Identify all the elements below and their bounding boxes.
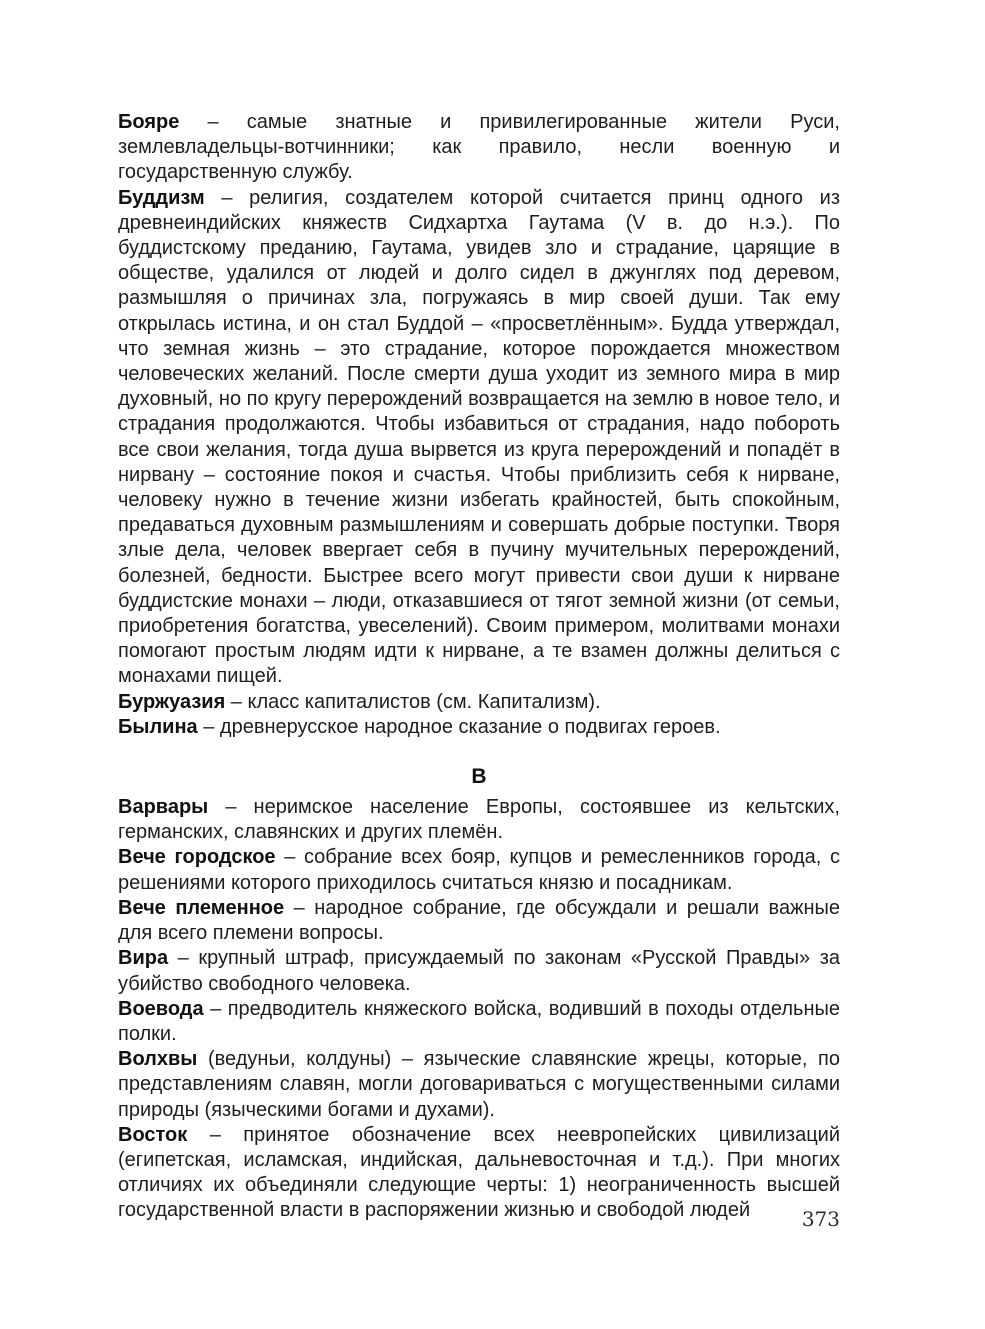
glossary-entry-varvary (118, 795, 840, 845)
glossary-entry-volkhvy (118, 1047, 840, 1123)
entry-term: Вече городское (118, 846, 276, 869)
glossary-entry-voevoda (118, 997, 840, 1047)
entry-term: Былина (118, 715, 198, 738)
section-letter-heading: В (471, 765, 487, 789)
glossary-entry-vostok (118, 1123, 840, 1224)
glossary-entry-burzhuaziya (118, 690, 840, 715)
entry-term: Буддизм (118, 186, 205, 209)
entry-definition: – самые знатные и привилегированные жители Руси, землевладельцы-вотчинники; как правило, несли военную и государственную службу. (118, 111, 840, 184)
entry-definition: – народное собрание, где обсуждали и решали важные для всего племени вопросы. (118, 896, 840, 945)
glossary-entry-buddizm (118, 186, 840, 690)
glossary-entry-bylina (118, 715, 840, 740)
entry-term: Буржуазия (118, 690, 226, 713)
entry-definition: (ведуньи, колдуны) – языческие славянские жрецы, которые, по представлениям славян, могли договариваться с могущественными силами природы (языческими богами и духами). (118, 1048, 840, 1121)
entry-definition: – неримское население Европы, состоявшее из кельтских, германских, славянских и других племён. (118, 796, 840, 844)
glossary-entry-veche-plemennoe (118, 896, 840, 946)
entry-term: Вече племенное (118, 896, 285, 919)
entry-definition: – собрание всех бояр, купцов и ремесленников города, с решениями которого приходилось считаться князю и посадникам. (118, 846, 840, 894)
entry-definition: – класс капиталистов (см. Капитализм). (225, 690, 601, 713)
entry-definition: – принятое обозначение всех неевропейских цивилизаций (египетская, исламская, индийская, дальневосточная и т.д.). При многих отличиях их объединяли следующие черты: 1) неограниченность высшей государственной власти в распоряжении жизнью и свободой людей (118, 1123, 840, 1222)
entry-term: Бояре (118, 111, 180, 133)
glossary-entry-veche-gorodskoe (118, 845, 840, 895)
glossary-entry-boyare (118, 110, 840, 186)
glossary-entry-vira (118, 946, 840, 996)
entry-definition: – крупный штраф, присуждаемый по законам «Русской Правды» за убийство свободного человека. (118, 947, 840, 995)
entry-term: Варвары (118, 796, 209, 819)
entry-definition: – предводитель княжеского войска, водивший в походы отдельные полки. (118, 997, 840, 1045)
entry-definition: – религия, создателем которой считается принц одного из древнеиндийских княжеств Сидхартха Гаутама (V в. до н.э.). По буддистскому преданию, Гаутама, увидев зло и страдание, царящие в обществе, удалился от людей и долго сидел в джунглях под деревом, размышляя о причинах зла, погружаясь в мир своей души. Так ему открылась истина, и он стал Буддой – «просветлённым». Будда утверждал, что земная жизнь – это страдание, которое порождается множеством человеческих желаний. После смерти душа уходит из земного мира в мир духовный, но по кругу перерождений возвращается на землю в новое тело, и страдания продолжаются. Чтобы избавиться от страдания, надо побороть все свои желания, тогда душа вырвется из круга перерождений и попадёт в нирвану – состояние покоя и счастья. Чтобы приблизить себя к нирване, человеку нужно в течение жизни избегать крайностей, быть спокойным, предаваться духовным размышлениям и совершать добрые поступки. Творя злые дела, человек ввергает себя в пучину мучительных перерождений, болезней, бедности. Быстрее всего могут привести свои души к нирване буддистские монахи – люди, отказавшиеся от тягот земной жизни (от семьи, приобретения богатства, увеселений). Своим примером, молитвами монахи помогают простым людям идти к нирване, а те взамен должны делиться с монахами пищей. (118, 186, 840, 688)
entry-term: Волхвы (118, 1048, 198, 1071)
page-number: 373 (801, 1207, 840, 1231)
entry-term: Воевода (118, 997, 204, 1020)
glossary-page (118, 110, 840, 1224)
entry-term: Восток (118, 1123, 188, 1146)
entry-term: Вира (118, 947, 169, 970)
entry-definition: – древнерусское народное сказание о подвигах героев. (197, 715, 721, 738)
